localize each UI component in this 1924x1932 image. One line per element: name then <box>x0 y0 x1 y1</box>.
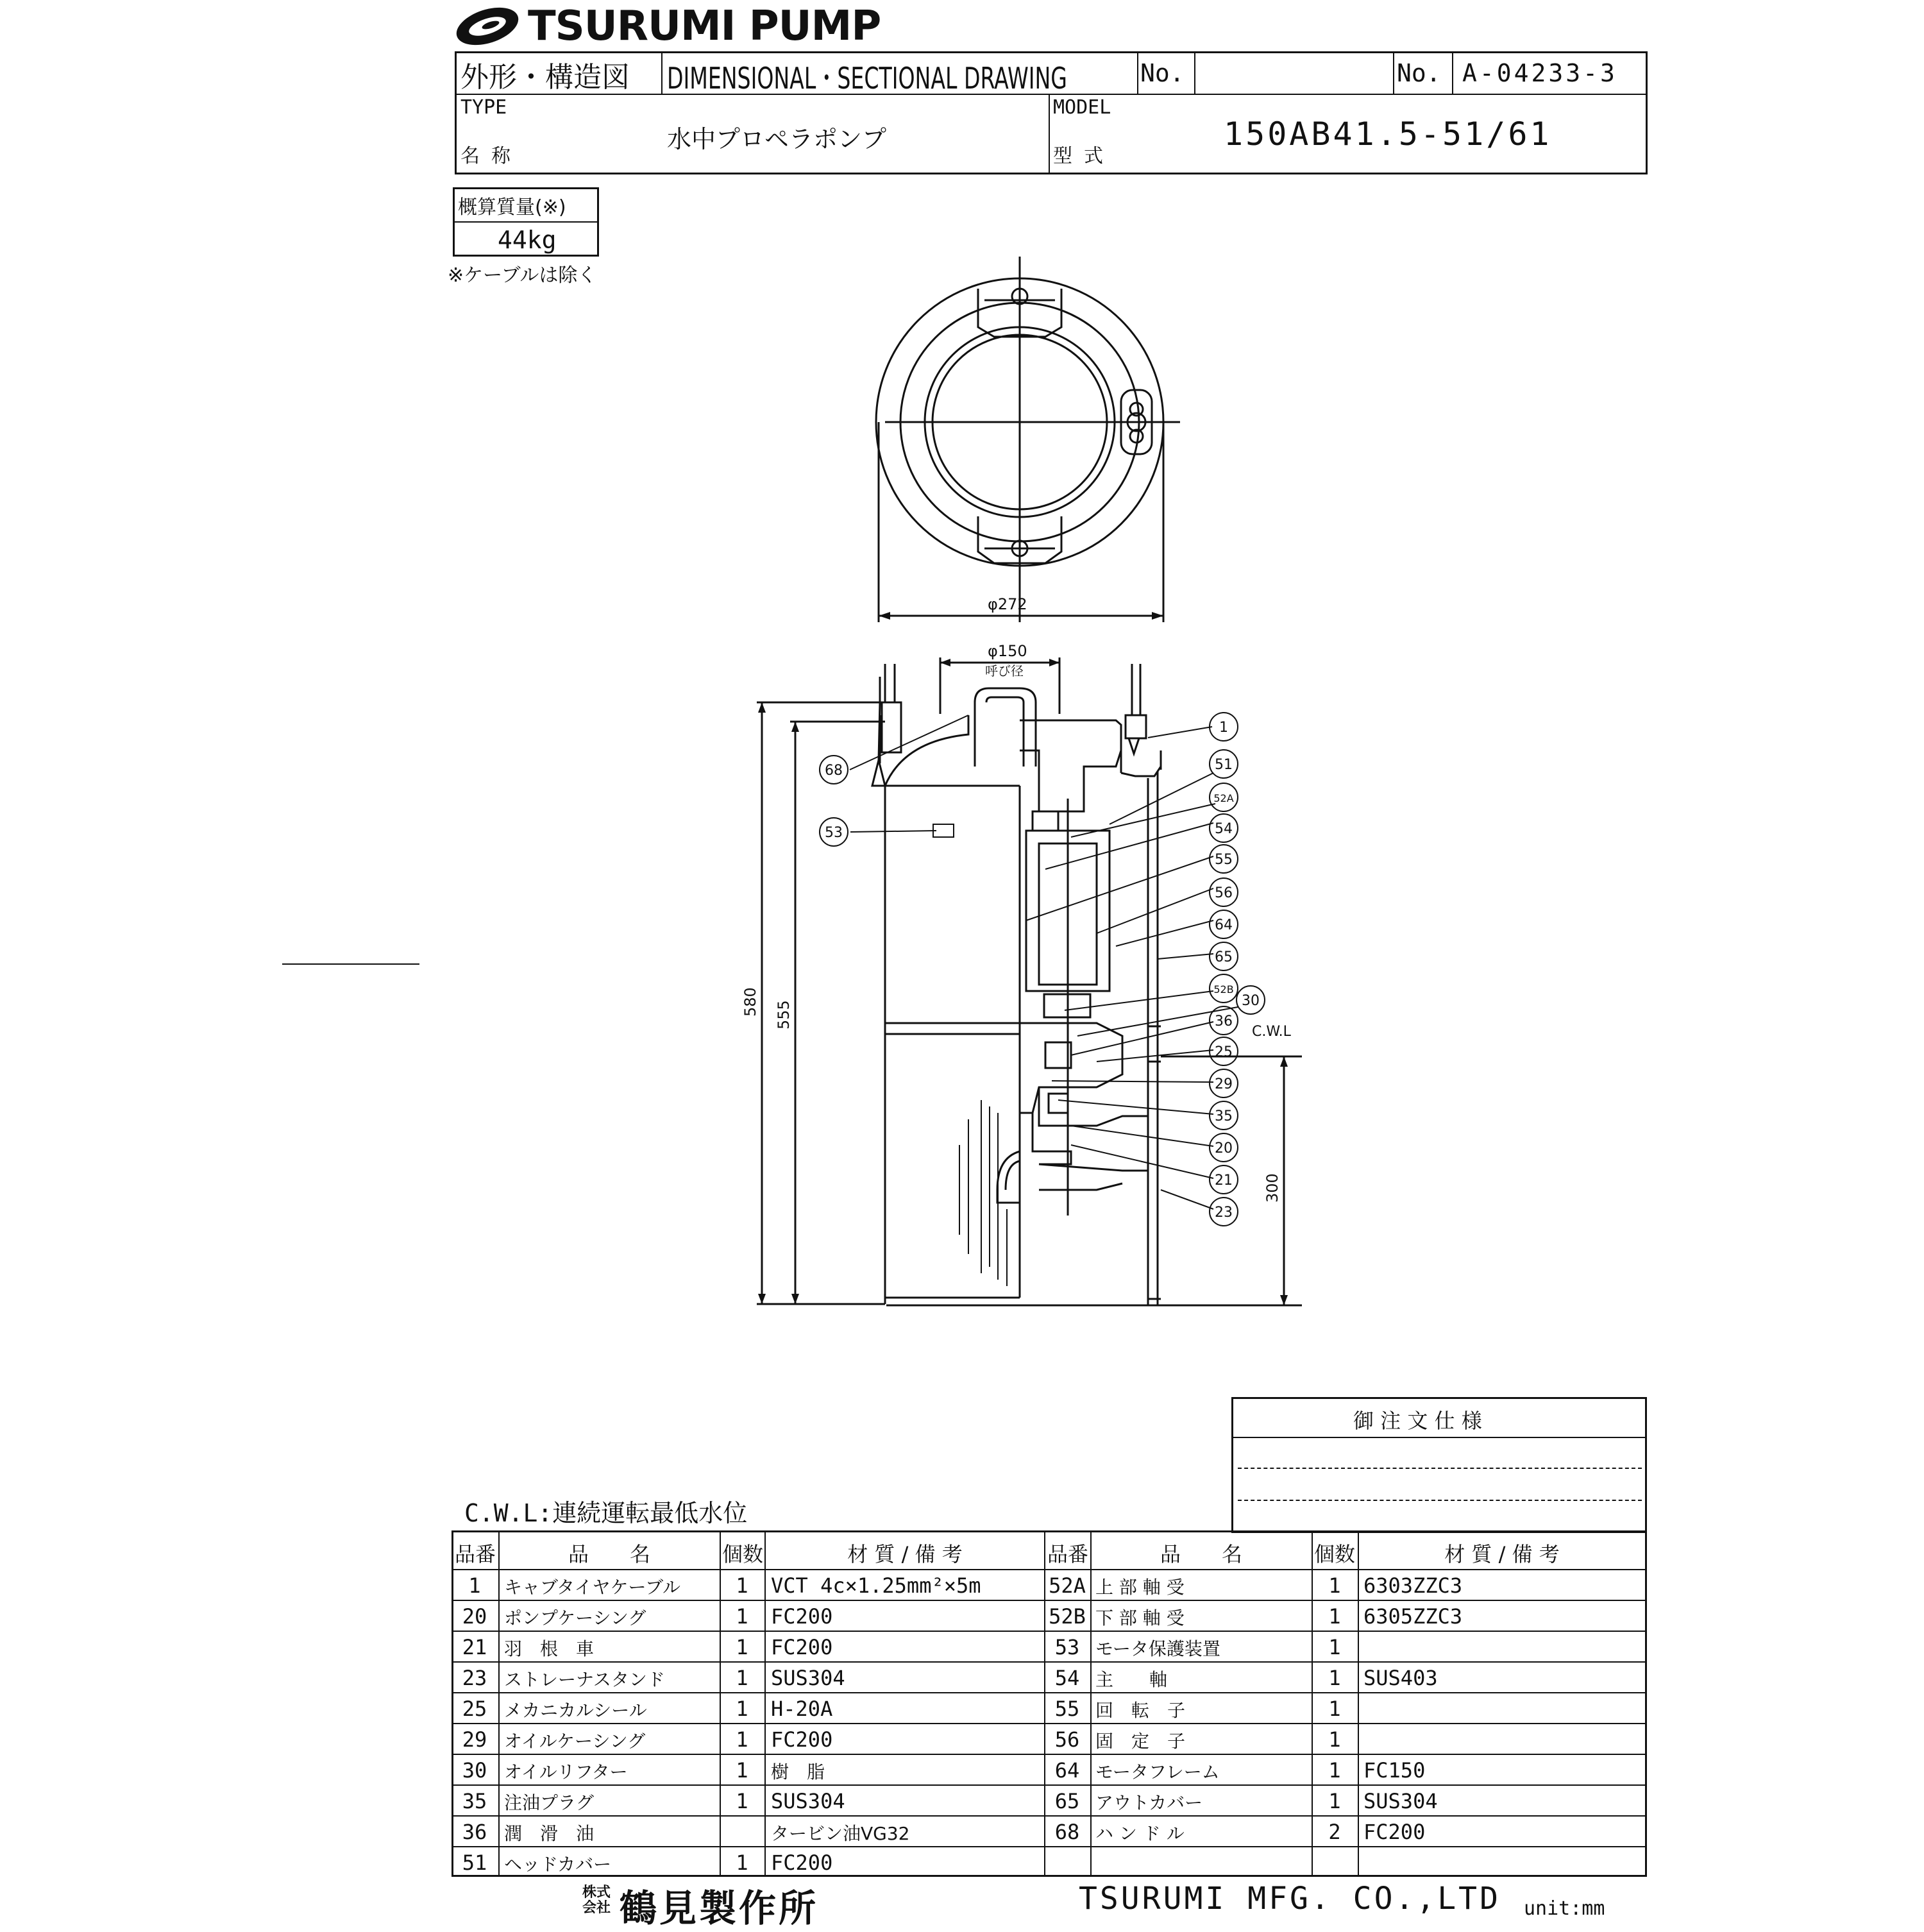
part-no: 68 <box>1054 1820 1080 1844</box>
part-no: 23 <box>462 1666 487 1690</box>
part-material: 6305ZZC3 <box>1363 1604 1463 1629</box>
table-row <box>451 1784 1044 1815</box>
callout-51: 51 <box>1215 757 1233 773</box>
header-name-right: 品 名 <box>1160 1542 1242 1566</box>
part-no: 55 <box>1054 1697 1080 1721</box>
company-en: TSURUMI MFG. CO.,LTD <box>1079 1881 1501 1917</box>
table-row <box>1044 1692 1647 1723</box>
table-row <box>1044 1661 1647 1692</box>
cwl-note: C.W.L:連続運転最低水位 <box>464 1499 748 1527</box>
part-material: FC200 <box>771 1851 833 1875</box>
mass-value: 44kg <box>498 226 557 254</box>
part-material: 樹 脂 <box>771 1761 825 1783</box>
dim-cwl-height: 300 <box>1263 1173 1281 1203</box>
part-no: 64 <box>1054 1758 1080 1783</box>
part-material: SUS304 <box>1363 1789 1438 1813</box>
dim-body-height: 555 <box>775 1000 793 1030</box>
part-material: SUS304 <box>771 1666 845 1690</box>
part-qty: 2 <box>1328 1820 1341 1844</box>
part-qty: 1 <box>736 1697 748 1721</box>
part-qty: 1 <box>736 1666 748 1690</box>
table-row <box>1044 1754 1647 1784</box>
part-no: 36 <box>462 1820 487 1844</box>
part-material: SUS304 <box>771 1789 845 1813</box>
callout-52a: 52A <box>1213 792 1234 804</box>
part-no: 52B <box>1049 1604 1086 1629</box>
callout-21: 21 <box>1215 1173 1233 1189</box>
mass-note: ※ケーブルは除く <box>448 264 597 287</box>
part-name: ストレーナスタンド <box>504 1669 665 1690</box>
header-no-left: 品番 <box>454 1542 496 1566</box>
part-name: 潤 滑 油 <box>504 1823 595 1844</box>
part-material: VCT 4c×1.25mm²×5m <box>771 1573 981 1598</box>
part-qty: 1 <box>1328 1604 1341 1629</box>
parts-table-header <box>451 1534 1647 1566</box>
drawing-label-en: DIMENSIONAL・SECTIONAL DRAWING <box>667 61 1067 96</box>
table-row <box>451 1631 1044 1661</box>
table-row <box>1044 1600 1647 1631</box>
part-no: 1 <box>468 1573 481 1598</box>
logo-mark-icon <box>452 5 523 47</box>
table-row <box>451 1661 1044 1692</box>
type-label-jp: 名 称 <box>460 145 511 167</box>
dim-bore: φ150 <box>988 642 1027 660</box>
drawing-label-jp: 外形・構造図 <box>460 61 630 94</box>
parts-table-left <box>451 1569 1044 1877</box>
unit-label: unit:mm <box>1524 1897 1605 1920</box>
table-row <box>1044 1846 1647 1877</box>
parts-table-right <box>1044 1569 1647 1877</box>
no-label-1: No. <box>1140 59 1185 87</box>
cwl-label: C.W.L <box>1252 1024 1291 1040</box>
part-qty: 1 <box>1328 1697 1341 1721</box>
part-name: アウトカバー <box>1095 1792 1203 1813</box>
part-material: タービン油VG32 <box>771 1823 910 1844</box>
callout-29: 29 <box>1215 1076 1233 1092</box>
part-no: 53 <box>1054 1635 1080 1659</box>
part-name: ポンプケーシング <box>504 1607 646 1629</box>
table-row <box>451 1754 1044 1784</box>
part-qty: 1 <box>1328 1666 1341 1690</box>
logo <box>452 3 881 50</box>
part-name: 注油プラグ <box>504 1792 595 1813</box>
part-name: オイルケーシング <box>504 1731 646 1752</box>
part-name: 回 転 子 <box>1095 1700 1186 1721</box>
table-row <box>451 1600 1044 1631</box>
callout-53: 53 <box>825 825 843 841</box>
logo-text: TSURUMI PUMP <box>528 3 881 50</box>
callout-55: 55 <box>1215 852 1233 868</box>
header-name-left: 品 名 <box>568 1542 650 1566</box>
header-no-right: 品番 <box>1047 1542 1088 1566</box>
margin-line <box>282 963 419 965</box>
part-qty: 1 <box>736 1789 748 1813</box>
callout-54: 54 <box>1215 821 1233 837</box>
part-no: 51 <box>462 1851 487 1875</box>
part-qty: 1 <box>736 1758 748 1783</box>
part-material: FC150 <box>1363 1758 1426 1783</box>
part-name: 上 部 軸 受 <box>1095 1577 1185 1598</box>
table-row <box>451 1692 1044 1723</box>
table-row <box>451 1846 1044 1877</box>
dim-bore-note: 呼び径 <box>985 663 1024 679</box>
part-no: 35 <box>462 1789 487 1813</box>
callout-30: 30 <box>1242 993 1260 1009</box>
header-material-right: 材 質 / 備 考 <box>1444 1542 1560 1566</box>
part-qty: 1 <box>736 1727 748 1752</box>
part-name: 下 部 軸 受 <box>1095 1607 1185 1629</box>
table-row <box>1044 1815 1647 1846</box>
header-material-left: 材 質 / 備 考 <box>847 1542 963 1566</box>
table-row <box>1044 1723 1647 1754</box>
part-qty: 1 <box>736 1635 748 1659</box>
type-value: 水中プロペラポンプ <box>667 125 887 153</box>
part-qty: 1 <box>1328 1573 1341 1598</box>
part-qty: 1 <box>736 1851 748 1875</box>
part-material: 6303ZZC3 <box>1363 1573 1463 1598</box>
part-no: 25 <box>462 1697 487 1721</box>
dim-total-height: 580 <box>741 987 759 1017</box>
part-name: ハ ン ド ル <box>1095 1823 1185 1844</box>
part-material: FC200 <box>771 1604 833 1629</box>
part-material: FC200 <box>1363 1820 1426 1844</box>
header-qty-left: 個数 <box>722 1542 763 1566</box>
type-label-en: TYPE <box>460 96 507 119</box>
part-qty: 1 <box>1328 1789 1341 1813</box>
table-row <box>451 1815 1044 1846</box>
part-name: ヘッドカバー <box>504 1854 612 1875</box>
part-qty: 1 <box>1328 1727 1341 1752</box>
part-no: 54 <box>1054 1666 1080 1690</box>
company-jp-prefix: 株式会社 <box>582 1884 611 1916</box>
order-spec-title: 御 注 文 仕 様 <box>1353 1409 1482 1433</box>
part-material: SUS403 <box>1363 1666 1438 1690</box>
part-name: オイルリフター <box>504 1761 628 1783</box>
model-value: 150AB41.5-51/61 <box>1224 115 1552 153</box>
part-name: 羽 根 車 <box>504 1638 595 1659</box>
part-no: 52A <box>1049 1573 1086 1598</box>
part-qty: 1 <box>736 1573 748 1598</box>
callout-52b: 52B <box>1213 983 1234 996</box>
part-no: 21 <box>462 1635 487 1659</box>
callout-64: 64 <box>1215 917 1233 933</box>
model-label-jp: 型 式 <box>1053 145 1104 167</box>
callout-68: 68 <box>825 763 843 779</box>
part-name: モータ保護装置 <box>1095 1638 1220 1659</box>
part-material: FC200 <box>771 1635 833 1659</box>
part-qty: 1 <box>1328 1758 1341 1783</box>
table-row <box>451 1723 1044 1754</box>
callout-20: 20 <box>1215 1140 1233 1157</box>
part-no: 20 <box>462 1604 487 1629</box>
part-name: 固 定 子 <box>1095 1731 1186 1752</box>
callout-36: 36 <box>1215 1013 1233 1030</box>
table-row <box>1044 1784 1647 1815</box>
part-material: FC200 <box>771 1727 833 1752</box>
part-no: 29 <box>462 1727 487 1752</box>
top-view-drawing <box>859 250 1193 635</box>
no-label-2: No. <box>1397 59 1441 87</box>
part-no: 56 <box>1054 1727 1080 1752</box>
callout-25: 25 <box>1215 1044 1233 1060</box>
sectional-drawing <box>738 638 1334 1331</box>
part-name: モータフレーム <box>1095 1761 1220 1783</box>
callout-1: 1 <box>1219 720 1228 736</box>
part-no: 30 <box>462 1758 487 1783</box>
part-qty: 1 <box>736 1604 748 1629</box>
table-row <box>1044 1569 1647 1600</box>
callout-65: 65 <box>1215 949 1233 965</box>
part-name: メカニカルシール <box>504 1700 647 1721</box>
part-name: キャブタイヤケーブル <box>504 1577 680 1598</box>
drawing-number: A-04233-3 <box>1462 59 1617 87</box>
callout-23: 23 <box>1215 1205 1233 1221</box>
part-name: 主 軸 <box>1095 1669 1168 1690</box>
dim-outer-diameter: φ272 <box>988 595 1027 613</box>
mass-label: 概算質量(※) <box>458 196 566 219</box>
table-row <box>451 1569 1044 1600</box>
model-label-en: MODEL <box>1053 96 1111 119</box>
callout-56: 56 <box>1215 885 1233 901</box>
callout-35: 35 <box>1215 1108 1233 1124</box>
part-qty: 1 <box>1328 1635 1341 1659</box>
header-qty-right: 個数 <box>1313 1542 1355 1566</box>
table-row <box>1044 1631 1647 1661</box>
company-jp: 鶴見製作所 <box>620 1886 819 1930</box>
part-material: H-20A <box>771 1697 833 1721</box>
part-no: 65 <box>1054 1789 1080 1813</box>
